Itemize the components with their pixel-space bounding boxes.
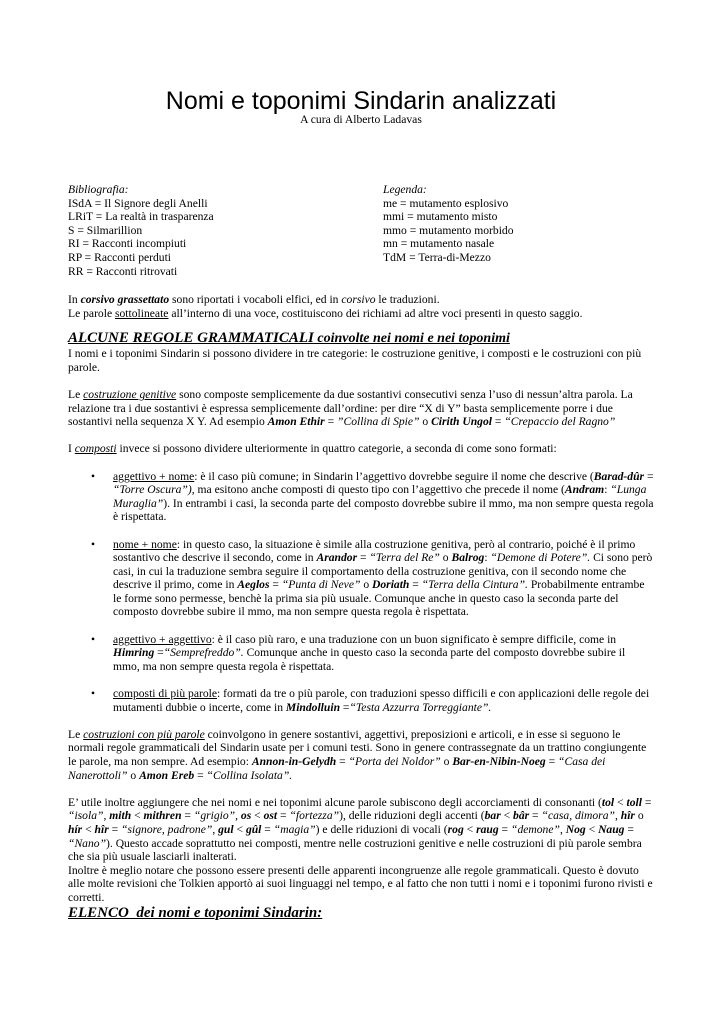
bullet-icon: • <box>91 632 96 646</box>
bibliography-item: LRiT = La realtà in trasparenza <box>68 210 214 224</box>
legend-heading: Legenda: <box>383 183 427 196</box>
intro-paragraph-2: Le parole sottolineate all’interno di una voce, costituiscono dei richiami ad altre voci presenti in questo saggio. <box>68 306 583 320</box>
composti-paragraph: I composti invece si possono dividere ulteriormente in quattro categorie, a seconda di come sono formati: <box>68 442 557 456</box>
section-heading-grammar: ALCUNE REGOLE GRAMMATICALI coinvolte nei nomi e nei toponimi <box>68 330 510 347</box>
bibliography-item: ISdA = Il Signore degli Anelli <box>68 196 208 210</box>
composti-list <box>68 470 654 715</box>
bullet-icon: • <box>91 537 96 551</box>
accorciamenti-paragraph: E’ utile inoltre aggiungere che nei nomi e nei toponimi alcune parole subiscono degli accorciamenti di consonanti (tol < toll = “isola”, mith < mithren = “grigio”, os < ost = “fortezza”), delle riduzioni degli accenti (bar < bâr = “casa, dimora”, hîr o hír < hîr = “signore, padrone”, gul < gûl = “magia”) e delle riduzioni di vocali (rog < raug = “demone”, Nog < Naug = “Nano”). Questo accade soprattutto nei composti, mentre nelle costruzioni genitive e nelle costruzioni di più parole sembra che sia più usuale lasciarli inalterati. <box>68 795 652 864</box>
intro-paragraph-1: In corsivo grassettato sono riportati i vocaboli elfici, ed in corsivo le traduzioni. <box>68 293 440 306</box>
bibliography-item: RP = Racconti perduti <box>68 250 172 264</box>
bibliography-item: RR = Racconti ritrovati <box>68 264 178 278</box>
piu-parole-paragraph: Le costruzioni con più parole coinvolgono in genere sostantivi, aggettivi, preposizioni e articoli, e in esse si seguono le normali regole grammaticali del Sindarin usate per i comuni testi. Sono in genere contrassegnate da un trattino congiungente le parole, ma non sempre. Ad esempio: Annon-in-Gelydh = “Porta dei Noldor” o Bar-en-Nibin-Noeg = “Casa dei Nanerottoli” o Amon Ereb = “Collina Isolata”. <box>68 727 647 782</box>
genitive-paragraph: Le costruzione genitive sono composte semplicemente da due sostantivi consecutivi senza l’uso di nessun’altra parola. La relazione tra i due sostantivi è espressa semplicemente dall’ordine: per dire “X di Y” basta semplicemente porre i due sostantivi nella sequenza X Y. Ad esempio Amon Ethir = ”Collina di Spie” o Cirith Ungol = “Crepaccio del Ragno” <box>68 387 633 429</box>
inoltre-paragraph: Inoltre è meglio notare che possono essere presenti delle apparenti incongruenze alle regole grammaticali. Questo è dovuto alle molte revisioni che Tolkien apportò ai suoi linguaggi nel tempo, e al fatto che non tutti i nomi e i toponimi furono rivisti e corretti. <box>68 863 653 904</box>
bullet-icon: • <box>91 469 96 483</box>
bibliography-item: RI = Racconti incompiuti <box>68 237 187 251</box>
list-item: • aggettivo + aggettivo: è il caso più raro, e una traduzione con un buon significato è sempre difficile, come in Himring =“Semprefreddo”. Comunque anche in questo caso la seconda parte del composto dovrebbe subire il mmo, ma non sempre questa regola è rispettata. <box>91 632 626 673</box>
legend-item: mmo = mutamento morbido <box>383 223 514 237</box>
body-text <box>68 293 654 922</box>
grammar-intro-paragraph: I nomi e i toponimi Sindarin si possono dividere in tre categorie: le costruzione genitive, i composti e le costruzioni con più parole. <box>68 347 642 374</box>
page-subtitle: A cura di Alberto Ladavas <box>300 113 422 126</box>
legend-item: TdM = Terra-di-Mezzo <box>383 250 491 264</box>
list-item: • nome + nome: in questo caso, la situazione è simile alla costruzione genitiva, però al contrario, poiché è il primo sostantivo che descrive il secondo, come in Arandor = “Terra del Re” o Balrog: “Demone di Potere”. Ci sono però casi, in cui la traduzione sembra seguire il comportamento della costruzione genitiva, con il secondo nome che descrive il primo, come in Aeglos = “Punta di Neve” o Doriath = “Terra della Cintura”. Probabilmente entrambe le forme sono permesse, benchè la prima sia più usuale. Comunque anche in questo caso la seconda parte del composto dovrebbe subire il mmo, ma non sempre questa regola è rispettata. <box>91 537 653 619</box>
legend-item: me = mutamento esplosivo <box>383 196 509 210</box>
legend-item: mn = mutamento nasale <box>383 237 495 251</box>
list-item: • composti di più parole: formati da tre o più parole, con traduzioni spesso difficili e con applicazioni delle regole dei mutamenti dubbie o incerte, come in Mindolluin =“Testa Azzurra Torreggiante”. <box>91 687 650 714</box>
legend-block <box>383 183 653 265</box>
bibliography-item: S = Silmarillion <box>68 223 143 237</box>
section-heading-elenco: ELENCO dei nomi e toponimi Sindarin: <box>68 904 323 921</box>
bullet-icon: • <box>91 687 96 701</box>
list-item: • aggettivo + nome: è il caso più comune; in Sindarin l’aggettivo dovrebbe seguire il nome che descrive (Barad-dûr = “Torre Oscura”), ma esitono anche composti di questo tipo con l’aggettivo che precede il nome (Andram: “Lunga Muraglia”). In entrambi i casi, la seconda parte del composto dovrebbe subire il mmo, ma non sempre questa regola è rispettata. <box>91 469 654 524</box>
bibliography-block <box>68 183 368 278</box>
bibliography-heading: Bibliografia: <box>68 183 129 196</box>
legend-item: mmi = mutamento misto <box>383 210 498 224</box>
page-title: Nomi e toponimi Sindarin analizzati <box>165 87 557 115</box>
